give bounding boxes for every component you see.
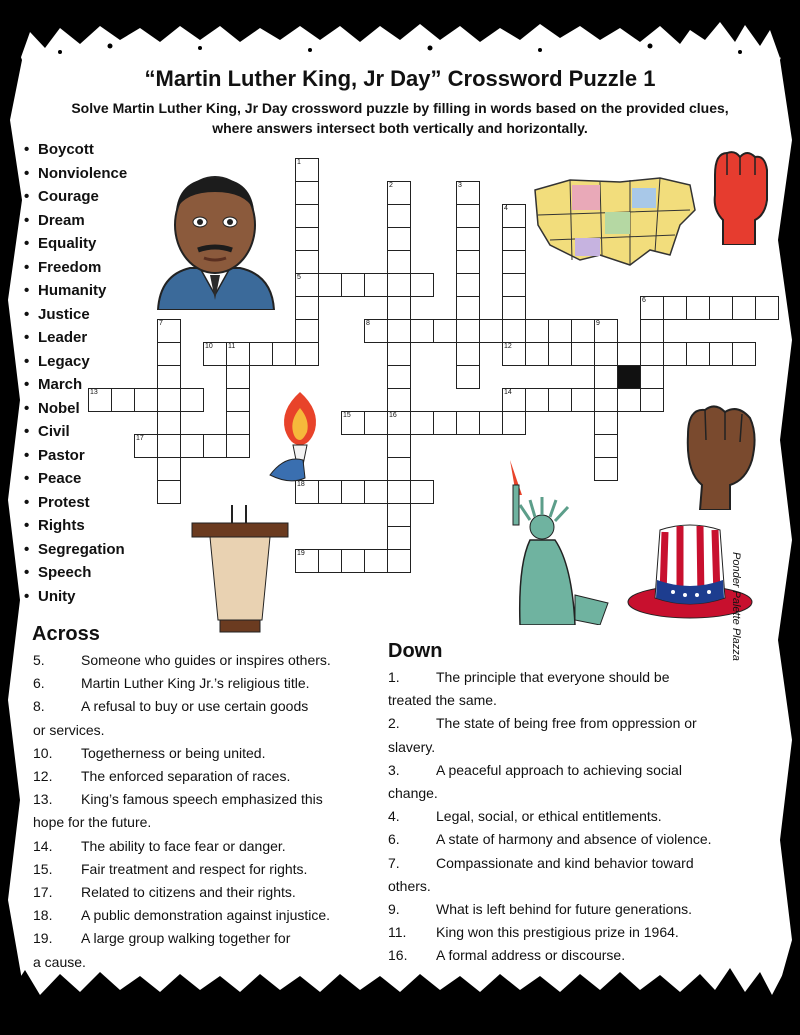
word-bank-label: Civil bbox=[38, 423, 70, 440]
clue-text: A public demonstration against injustice. bbox=[81, 907, 331, 924]
word-bank-item bbox=[24, 162, 127, 186]
crossword-cell[interactable] bbox=[617, 388, 641, 412]
clue-text: A state of harmony and absence of violence. bbox=[436, 831, 712, 848]
down-clue bbox=[388, 805, 662, 828]
crossword-cell[interactable] bbox=[226, 411, 250, 435]
down-clue bbox=[388, 712, 697, 735]
word-bank-label: Segregation bbox=[38, 540, 125, 558]
cell-number: 6 bbox=[642, 297, 646, 304]
crossword-cell[interactable] bbox=[295, 250, 319, 274]
crossword-cell[interactable] bbox=[571, 388, 595, 412]
crossword-cell[interactable] bbox=[640, 319, 664, 343]
crossword-cell[interactable] bbox=[387, 181, 411, 205]
bullet-icon: • bbox=[24, 564, 30, 581]
clue-number: 3. bbox=[388, 761, 400, 778]
crossword-cell[interactable] bbox=[456, 411, 480, 435]
down-clue bbox=[388, 852, 694, 875]
clue-number: 4. bbox=[388, 808, 400, 825]
crossword-cell[interactable] bbox=[341, 549, 365, 573]
crossword-cell[interactable] bbox=[410, 480, 434, 504]
crossword-cell[interactable] bbox=[502, 227, 526, 251]
crossword-cell[interactable] bbox=[502, 411, 526, 435]
cell-number: 14 bbox=[504, 389, 512, 396]
clue-number: 2. bbox=[388, 715, 400, 732]
page-title: “Martin Luther King, Jr Day” Crossword Puzzle 1 bbox=[144, 66, 656, 91]
crossword-cell[interactable] bbox=[548, 342, 572, 366]
bullet-icon: • bbox=[24, 540, 30, 558]
bullet-icon: • bbox=[24, 446, 30, 464]
crossword-cell[interactable] bbox=[571, 342, 595, 366]
word-bank-label: Humanity bbox=[38, 282, 107, 299]
word-bank-item bbox=[24, 467, 127, 491]
crossword-cell[interactable] bbox=[295, 342, 319, 366]
cell-number: 16 bbox=[389, 412, 397, 419]
crossword-cell[interactable] bbox=[387, 365, 411, 389]
crossword-cell[interactable] bbox=[295, 181, 319, 205]
across-clue bbox=[33, 765, 290, 788]
cell-number: 12 bbox=[504, 343, 512, 350]
clue-number: 13. bbox=[33, 791, 53, 808]
crossword-cell[interactable] bbox=[364, 411, 388, 435]
crossword-cell[interactable] bbox=[410, 273, 434, 297]
crossword-cell[interactable] bbox=[364, 480, 388, 504]
crossword-cell[interactable] bbox=[502, 388, 526, 412]
word-bank-label: Nonviolence bbox=[38, 164, 128, 182]
side-credit: Ponder Palette Plazza bbox=[730, 552, 742, 661]
crossword-cell[interactable] bbox=[640, 388, 664, 412]
across-clue bbox=[33, 835, 286, 858]
bullet-icon: • bbox=[24, 470, 30, 487]
clue-number: 6. bbox=[388, 831, 400, 848]
word-bank-label: Boycott bbox=[38, 141, 94, 158]
across-clue bbox=[33, 649, 331, 672]
cell-number: 1 bbox=[297, 159, 301, 166]
crossword-cell[interactable] bbox=[479, 319, 503, 343]
cell-number: 11 bbox=[228, 343, 236, 350]
crossword-cell[interactable] bbox=[525, 319, 549, 343]
cell-number: 13 bbox=[90, 389, 98, 396]
crossword-cell[interactable] bbox=[295, 204, 319, 228]
crossword-cell[interactable] bbox=[387, 411, 411, 435]
word-bank-label: Speech bbox=[38, 564, 92, 581]
word-bank-label: Rights bbox=[38, 517, 85, 534]
crossword-cell[interactable] bbox=[157, 319, 181, 343]
crossword-cell[interactable] bbox=[594, 411, 618, 435]
mlk-portrait-illustration bbox=[150, 170, 280, 310]
word-bank-item bbox=[24, 538, 127, 562]
crossword-cell[interactable] bbox=[548, 388, 572, 412]
bullet-icon: • bbox=[24, 493, 30, 511]
top-border bbox=[0, 0, 800, 60]
instructions: Solve Martin Luther King, Jr Day crossword puzzle by filling in words based on the provided clues, where answers intersect both vertically and horizontally. bbox=[71, 100, 729, 136]
down-clue bbox=[388, 759, 682, 782]
clue-number: 7. bbox=[388, 854, 400, 871]
word-bank-label: Justice bbox=[38, 305, 90, 323]
word-bank-item bbox=[24, 514, 127, 538]
bullet-icon: • bbox=[24, 587, 30, 605]
cell-number: 7 bbox=[159, 320, 163, 327]
clue-text: Legal, social, or ethical entitlements. bbox=[436, 808, 662, 825]
bullet-icon: • bbox=[24, 376, 30, 393]
clue-text: Compassionate and kind behavior toward bbox=[436, 854, 694, 871]
clue-number: 16. bbox=[388, 947, 408, 964]
down-clue bbox=[388, 921, 679, 944]
crossword-cell[interactable] bbox=[663, 296, 687, 320]
crossword-cell[interactable] bbox=[387, 319, 411, 343]
down-clue bbox=[388, 666, 669, 689]
word-bank-item bbox=[24, 209, 127, 233]
crossword-cell[interactable] bbox=[387, 296, 411, 320]
down-clue bbox=[388, 736, 435, 759]
cell-number: 5 bbox=[297, 274, 301, 281]
bullet-icon: • bbox=[24, 305, 30, 323]
clue-number: 18. bbox=[33, 907, 53, 924]
clue-number: 1. bbox=[388, 669, 400, 685]
crossword-cell[interactable] bbox=[387, 480, 411, 504]
crossword-cell[interactable] bbox=[410, 411, 434, 435]
cell-number: 3 bbox=[458, 182, 462, 189]
crossword-cell[interactable] bbox=[249, 342, 273, 366]
bullet-icon: • bbox=[24, 258, 30, 276]
raised-fist-icon bbox=[705, 145, 775, 245]
crossword-cell[interactable] bbox=[594, 319, 618, 343]
crossword-cell[interactable] bbox=[640, 365, 664, 389]
crossword-cell[interactable] bbox=[686, 342, 710, 366]
bullet-icon: • bbox=[24, 399, 30, 417]
clue-number: 15. bbox=[33, 860, 53, 877]
crossword-cell[interactable] bbox=[456, 227, 480, 251]
down-clue bbox=[388, 828, 712, 851]
cell-number: 15 bbox=[343, 412, 351, 419]
word-bank-label: Nobel bbox=[38, 399, 80, 417]
clue-text: The enforced separation of races. bbox=[81, 768, 291, 784]
usa-map-illustration bbox=[530, 170, 700, 280]
crossword-cell[interactable] bbox=[226, 342, 250, 366]
word-bank-label: March bbox=[38, 376, 83, 393]
crossword-cell[interactable] bbox=[157, 434, 181, 458]
crossword-cell[interactable] bbox=[180, 434, 204, 458]
crossword-cell[interactable] bbox=[640, 296, 664, 320]
crossword-cell[interactable] bbox=[364, 319, 388, 343]
crossword-cell[interactable] bbox=[456, 342, 480, 366]
crossword-cell[interactable] bbox=[502, 296, 526, 320]
clue-text: Related to citizens and their rights. bbox=[81, 884, 296, 900]
left-border bbox=[0, 0, 22, 1035]
across-clue bbox=[33, 951, 86, 974]
crossword-cell[interactable] bbox=[387, 273, 411, 297]
crossword-cell[interactable] bbox=[456, 296, 480, 320]
across-clue bbox=[33, 742, 265, 765]
crossword-cell[interactable] bbox=[640, 342, 664, 366]
crossword-cell[interactable] bbox=[387, 204, 411, 228]
bullet-icon: • bbox=[24, 329, 30, 346]
word-bank-item bbox=[24, 232, 127, 256]
crossword-cell[interactable] bbox=[157, 365, 181, 389]
crossword-cell[interactable] bbox=[111, 388, 135, 412]
crossword-cell[interactable] bbox=[709, 342, 733, 366]
clue-number: 11. bbox=[388, 924, 407, 941]
podium-illustration bbox=[190, 505, 290, 635]
down-clue bbox=[388, 782, 438, 805]
across-clue bbox=[33, 811, 151, 834]
bullet-icon: • bbox=[24, 352, 30, 370]
crossword-cell[interactable] bbox=[226, 365, 250, 389]
cell-number: 18 bbox=[297, 481, 305, 488]
clue-text: The ability to face fear or danger. bbox=[81, 837, 286, 854]
crossword-cell[interactable] bbox=[525, 388, 549, 412]
clue-text: others. bbox=[388, 877, 431, 894]
crossword-cell[interactable] bbox=[594, 342, 618, 366]
crossword-cell[interactable] bbox=[272, 342, 296, 366]
across-heading: Across bbox=[32, 623, 100, 645]
crossword-cell[interactable] bbox=[295, 158, 319, 182]
crossword-cell[interactable] bbox=[318, 273, 342, 297]
word-bank-label: Legacy bbox=[38, 352, 90, 370]
crossword-cell[interactable] bbox=[387, 342, 411, 366]
word-bank-label: Unity bbox=[38, 587, 76, 605]
crossword-cell[interactable] bbox=[456, 204, 480, 228]
word-bank-label: Equality bbox=[38, 235, 97, 252]
across-clue bbox=[33, 927, 290, 950]
crossword-cell[interactable] bbox=[295, 227, 319, 251]
crossword-cell[interactable] bbox=[203, 342, 227, 366]
crossword-black-cell bbox=[617, 365, 641, 389]
across-clue bbox=[33, 904, 330, 927]
crossword-cell[interactable] bbox=[157, 388, 181, 412]
word-bank-label: Freedom bbox=[38, 258, 102, 276]
clue-text: Togetherness or being united. bbox=[81, 744, 266, 761]
crossword-cell[interactable] bbox=[364, 549, 388, 573]
crossword-cell[interactable] bbox=[456, 273, 480, 297]
bottom-border bbox=[0, 968, 800, 1035]
crossword-cell[interactable] bbox=[502, 250, 526, 274]
word-bank-item bbox=[24, 561, 127, 585]
crossword-cell[interactable] bbox=[594, 365, 618, 389]
cell-number: 2 bbox=[389, 182, 393, 189]
bullet-icon: • bbox=[24, 164, 30, 182]
right-border bbox=[778, 0, 800, 1035]
crossword-cell[interactable] bbox=[295, 273, 319, 297]
crossword-cell[interactable] bbox=[387, 250, 411, 274]
crossword-cell[interactable] bbox=[594, 388, 618, 412]
down-heading: Down bbox=[388, 640, 443, 662]
down-clue bbox=[388, 689, 497, 712]
across-clue bbox=[33, 881, 296, 904]
crossword-cell[interactable] bbox=[157, 457, 181, 481]
clue-text: A formal address or discourse. bbox=[436, 947, 626, 964]
crossword-cell[interactable] bbox=[617, 342, 641, 366]
crossword-cell[interactable] bbox=[732, 342, 756, 366]
crossword-cell[interactable] bbox=[88, 388, 112, 412]
crossword-cell[interactable] bbox=[295, 549, 319, 573]
clue-number: 10. bbox=[33, 744, 53, 761]
crossword-cell[interactable] bbox=[341, 273, 365, 297]
down-clue bbox=[388, 875, 431, 898]
clue-text: Fair treatment and respect for rights. bbox=[81, 860, 308, 877]
crossword-cell[interactable] bbox=[134, 388, 158, 412]
crossword-cell[interactable] bbox=[387, 503, 411, 527]
word-bank-item bbox=[24, 279, 127, 303]
crossword-cell[interactable] bbox=[226, 434, 250, 458]
crossword-cell[interactable] bbox=[341, 411, 365, 435]
bullet-icon: • bbox=[24, 282, 30, 299]
crossword-cell[interactable] bbox=[502, 319, 526, 343]
bullet-icon: • bbox=[24, 188, 30, 205]
crossword-cell[interactable] bbox=[456, 181, 480, 205]
word-bank-item bbox=[24, 491, 127, 515]
crossword-cell[interactable] bbox=[502, 204, 526, 228]
clue-text: What is left behind for future generations. bbox=[436, 901, 693, 917]
crossword-cell[interactable] bbox=[387, 434, 411, 458]
clue-number: 12. bbox=[33, 768, 53, 784]
word-bank-item bbox=[24, 256, 127, 280]
crossword-cell[interactable] bbox=[732, 296, 756, 320]
clue-text: King won this prestigious prize in 1964. bbox=[436, 924, 679, 941]
word-bank-item bbox=[24, 444, 127, 468]
cell-number: 19 bbox=[297, 550, 305, 557]
crossword-cell[interactable] bbox=[295, 296, 319, 320]
statue-of-liberty-illustration bbox=[480, 455, 610, 625]
crossword-cell[interactable] bbox=[709, 296, 733, 320]
crossword-cell[interactable] bbox=[387, 457, 411, 481]
crossword-cell[interactable] bbox=[387, 526, 411, 550]
word-bank-item bbox=[24, 350, 127, 374]
clue-text: The principle that everyone should be bbox=[436, 669, 670, 685]
word-bank-item bbox=[24, 303, 127, 327]
clue-text: A large group walking together for bbox=[81, 930, 291, 947]
crossword-cell[interactable] bbox=[364, 273, 388, 297]
clue-number: 5. bbox=[33, 652, 45, 668]
word-bank-label: Protest bbox=[38, 493, 90, 511]
clue-number: 8. bbox=[33, 698, 45, 715]
word-bank-item bbox=[24, 420, 127, 444]
clue-text: treated the same. bbox=[388, 692, 497, 709]
crossword-cell[interactable] bbox=[295, 319, 319, 343]
clue-number: 14. bbox=[33, 837, 53, 854]
word-bank-label: Pastor bbox=[38, 446, 85, 464]
crossword-cell[interactable] bbox=[433, 411, 457, 435]
clue-text: change. bbox=[388, 785, 438, 801]
bullet-icon: • bbox=[24, 423, 30, 440]
crossword-cell[interactable] bbox=[571, 319, 595, 343]
down-clue bbox=[388, 898, 692, 921]
crossword-cell[interactable] bbox=[456, 365, 480, 389]
clue-text: Martin Luther King Jr.’s religious title. bbox=[81, 675, 310, 692]
cell-number: 17 bbox=[136, 435, 144, 442]
crossword-cell[interactable] bbox=[456, 319, 480, 343]
clue-number: 6. bbox=[33, 675, 45, 692]
across-clue bbox=[33, 858, 307, 881]
word-bank-label: Dream bbox=[38, 211, 85, 229]
crossword-cell[interactable] bbox=[502, 342, 526, 366]
crossword-cell[interactable] bbox=[180, 388, 204, 412]
crossword-cell[interactable] bbox=[548, 319, 572, 343]
crossword-cell[interactable] bbox=[157, 411, 181, 435]
crossword-cell[interactable] bbox=[410, 319, 434, 343]
crossword-cell[interactable] bbox=[456, 250, 480, 274]
clue-text: Someone who guides or inspires others. bbox=[81, 652, 331, 668]
clue-text: hope for the future. bbox=[33, 814, 152, 831]
bullet-icon: • bbox=[24, 141, 30, 158]
cell-number: 8 bbox=[366, 320, 370, 327]
torch-icon bbox=[265, 390, 335, 485]
crossword-cell[interactable] bbox=[157, 342, 181, 366]
crossword-cell[interactable] bbox=[318, 549, 342, 573]
word-bank bbox=[24, 138, 127, 608]
word-bank-item bbox=[24, 138, 127, 162]
clue-text: or services. bbox=[33, 721, 105, 738]
crossword-cell[interactable] bbox=[226, 388, 250, 412]
crossword-cell[interactable] bbox=[203, 434, 227, 458]
crossword-cell[interactable] bbox=[686, 296, 710, 320]
across-clue bbox=[33, 788, 323, 811]
clue-number: 9. bbox=[388, 901, 400, 917]
crossword-cell[interactable] bbox=[755, 296, 779, 320]
clue-text: A refusal to buy or use certain goods bbox=[81, 698, 309, 715]
cell-number: 9 bbox=[596, 320, 600, 327]
across-clue bbox=[33, 672, 310, 695]
cell-number: 4 bbox=[504, 205, 508, 212]
clue-number: 17. bbox=[33, 884, 53, 900]
clue-text: The state of being free from oppression or bbox=[436, 715, 697, 732]
bullet-icon: • bbox=[24, 235, 30, 252]
cell-number: 10 bbox=[205, 343, 213, 350]
crossword-cell[interactable] bbox=[502, 273, 526, 297]
crossword-cell[interactable] bbox=[387, 388, 411, 412]
word-bank-label: Leader bbox=[38, 329, 88, 346]
crossword-cell[interactable] bbox=[157, 480, 181, 504]
crossword-cell[interactable] bbox=[663, 342, 687, 366]
crossword-cell[interactable] bbox=[387, 549, 411, 573]
crossword-cell[interactable] bbox=[433, 319, 457, 343]
bullet-icon: • bbox=[24, 211, 30, 229]
word-bank-item bbox=[24, 326, 127, 350]
clue-text: King’s famous speech emphasized this bbox=[81, 791, 323, 808]
word-bank-item bbox=[24, 585, 127, 609]
down-clue bbox=[388, 944, 625, 967]
clue-text: slavery. bbox=[388, 738, 436, 755]
across-clue bbox=[33, 719, 105, 742]
word-bank-label: Courage bbox=[38, 188, 99, 205]
crossword-cell[interactable] bbox=[341, 480, 365, 504]
clue-text: A peaceful approach to achieving social bbox=[436, 761, 682, 778]
word-bank-label: Peace bbox=[38, 470, 82, 487]
crossword-cell[interactable] bbox=[387, 227, 411, 251]
clue-text: a cause. bbox=[33, 953, 86, 970]
clue-number: 19. bbox=[33, 930, 53, 947]
brown-fist-icon bbox=[680, 400, 760, 510]
crossword-cell[interactable] bbox=[525, 342, 549, 366]
crossword-cell[interactable] bbox=[134, 434, 158, 458]
word-bank-item bbox=[24, 185, 127, 209]
bullet-icon: • bbox=[24, 517, 30, 534]
across-clue bbox=[33, 695, 308, 718]
crossword-cell[interactable] bbox=[479, 411, 503, 435]
